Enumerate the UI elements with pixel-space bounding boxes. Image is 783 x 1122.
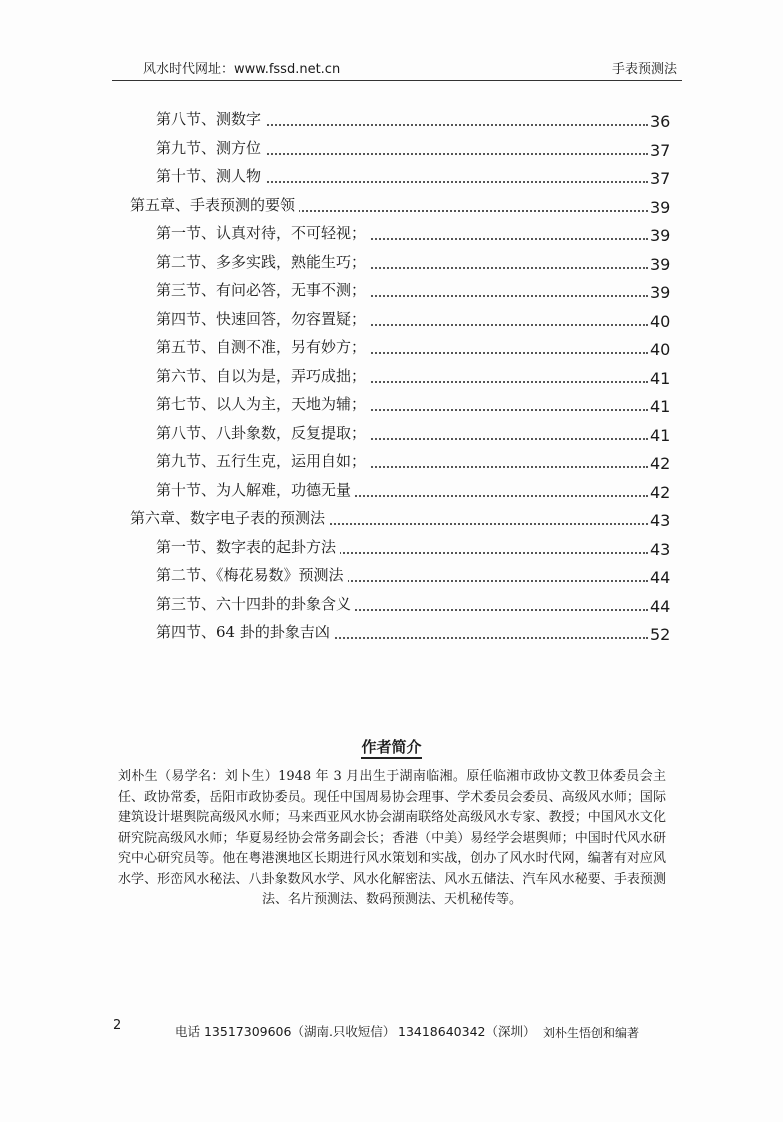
- toc-entry: [0, 251, 783, 273]
- toc-entry: [0, 450, 783, 472]
- toc-page-number: 42: [650, 454, 671, 473]
- toc-entry: [0, 108, 783, 130]
- toc-page-number: 40: [650, 340, 671, 359]
- toc-page-number: 41: [650, 425, 671, 445]
- toc-page-number: 41: [650, 397, 671, 416]
- toc-entry: [0, 365, 783, 387]
- toc-page-number: 40: [650, 311, 671, 331]
- toc-title: 第八节、测数字: [156, 108, 265, 129]
- header-book-title: 手表预测法: [612, 62, 678, 77]
- toc-page-number: 42: [650, 482, 671, 502]
- footer-phone-hunan: 电话 13517309606（湖南.只收短信）: [175, 1024, 396, 1039]
- toc-page-number: 41: [650, 368, 671, 388]
- toc-page-number: 39: [650, 283, 671, 302]
- author-intro-heading: [0, 736, 783, 757]
- toc-title: 第九节、五行生克，运用自如；: [156, 450, 370, 471]
- toc-page-number: 44: [650, 568, 671, 587]
- toc-entry: [0, 308, 783, 330]
- toc-page-number: 43: [650, 539, 671, 559]
- toc-entry: [0, 279, 783, 301]
- toc-entry: [0, 479, 783, 501]
- toc-title: 第五章、手表预测的要领: [130, 194, 299, 215]
- toc-title: 第二节、多多实践，熟能生巧；: [156, 251, 370, 272]
- toc-entry: [0, 222, 783, 244]
- toc-title: 第六章、数字电子表的预测法: [130, 507, 329, 528]
- toc-title: 第十节、为人解难，功德无量: [156, 479, 355, 500]
- toc-page-number: 43: [650, 511, 671, 530]
- toc-page-number: 36: [650, 112, 671, 131]
- toc-entry: [0, 336, 783, 358]
- toc-entry: [0, 564, 783, 586]
- toc-page-number: 37: [650, 169, 671, 188]
- author-bio: 刘朴生（易学名：刘卜生）1948 年 3 月出生于湖南临湘。原任临湘市政协文教卫体委员会主任、政协常委，岳阳市政协委员。现任中国周易协会理事、学术委员会委员、高级风水师；国际建筑设计堪舆院高级风水师；马来西亚风水协会湖南联络处高级风水专家、教授；中国风水文化研究院高级风水师；华夏易经协会常务副会长；香港（中美）易经学会堪舆师；中国时代风水研究中心研究员等。他在粤港澳地区长期进行风水策划和实战，创办了风水时代网，编著有对应风水学、形峦风水秘法、八卦象数风水学、风水化解密法、风水五储法、汽车风水秘要、手表预测法、名片预测法、数码预测法、天机秘传等。: [118, 769, 666, 907]
- toc-entry: [0, 194, 783, 216]
- toc-entry: [0, 536, 783, 558]
- toc-entry: [0, 507, 783, 529]
- toc-entry: [0, 393, 783, 415]
- toc-entry: [0, 593, 783, 615]
- toc-title: 第二节、《梅花易数》预测法: [156, 564, 348, 585]
- toc-title: 第五节、自测不准，另有妙方；: [156, 336, 370, 357]
- toc-title: 第六节、自以为是，弄巧成拙；: [156, 365, 370, 386]
- toc-title: 第四节、快速回答，勿容置疑；: [156, 308, 370, 329]
- toc-entry: [0, 422, 783, 444]
- toc-title: 第九节、测方位: [156, 137, 265, 158]
- toc-page-number: 39: [650, 197, 671, 217]
- toc-title: 第十节、测人物: [156, 165, 265, 186]
- toc-title: 第七节、以人为主，天地为辅；: [156, 393, 370, 414]
- toc-entry: [0, 165, 783, 187]
- toc-title: 第四节、64 卦的卦象吉凶: [156, 621, 334, 642]
- toc-page-number: 52: [650, 625, 671, 644]
- toc-title: 第三节、六十四卦的卦象含义: [156, 593, 355, 614]
- toc-page-number: 39: [650, 254, 671, 274]
- toc-entry: [0, 621, 783, 643]
- toc-title: 第一节、数字表的起卦方法: [156, 536, 340, 557]
- header-website: 风水时代网址：www.fssd.net.cn: [143, 62, 341, 77]
- toc-title: 第一节、认真对待，不可轻视；: [156, 222, 370, 243]
- footer-credit: 刘朴生悟创和编著: [543, 1026, 640, 1040]
- toc-page-number: 44: [650, 596, 671, 616]
- toc-page-number: 37: [650, 140, 671, 160]
- author-intro-title: 作者简介: [361, 738, 421, 759]
- footer-phone-shenzhen: 13418640342（深圳）: [398, 1024, 536, 1039]
- header-rule: [112, 80, 682, 81]
- toc-title: 第三节、有问必答，无事不测；: [156, 279, 370, 300]
- toc-entry: [0, 137, 783, 159]
- toc-title: 第八节、八卦象数，反复提取；: [156, 422, 370, 443]
- page-number: 2: [113, 1018, 122, 1033]
- toc-page-number: 39: [650, 226, 671, 245]
